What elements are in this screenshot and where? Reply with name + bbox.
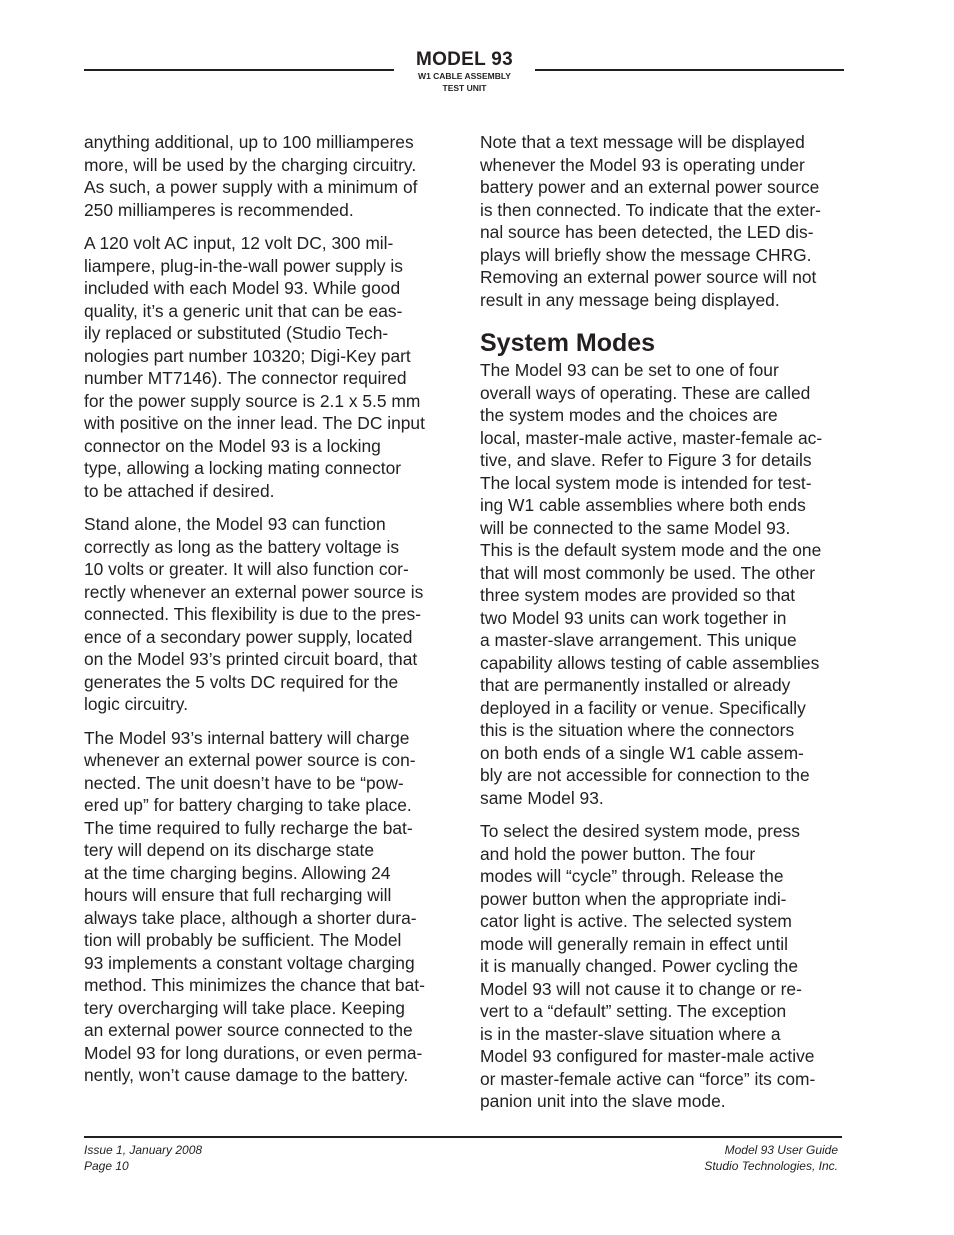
text-line: number MT7146). The connector required bbox=[84, 368, 407, 388]
model-subtitle-line1: W1 CABLE ASSEMBLY bbox=[418, 71, 511, 81]
text-line: on the Model 93’s printed circuit board, that bbox=[84, 649, 418, 669]
text-line: a master-slave arrangement. This unique bbox=[480, 630, 797, 650]
text-line: rectly whenever an external power source is bbox=[84, 581, 424, 602]
text-line: generates the 5 volts DC required for the bbox=[84, 671, 399, 692]
footer-left bbox=[84, 1143, 202, 1174]
text-line: and hold the power button. The four bbox=[480, 843, 756, 864]
text-line: nently, won’t cause damage to the battery. bbox=[84, 1065, 409, 1085]
text-line: mode will generally remain in effect until bbox=[480, 933, 789, 954]
text-line: hours will ensure that full recharging will bbox=[84, 885, 392, 905]
text-line: 93 implements a constant voltage charging bbox=[84, 952, 415, 973]
body-paragraph bbox=[84, 513, 449, 716]
footer-issue: Issue 1, January 2008 bbox=[84, 1143, 203, 1157]
body-paragraph bbox=[84, 727, 449, 1087]
model-title: MODEL 93 bbox=[415, 49, 514, 70]
text-line: anything additional, up to 100 milliamperes bbox=[84, 132, 414, 152]
text-line: an external power source connected to the bbox=[84, 1020, 413, 1040]
text-line: or master-female active can “force” its com- bbox=[480, 1068, 816, 1089]
text-line: battery power and an external power source bbox=[480, 177, 820, 197]
right-intro-paragraph bbox=[480, 131, 846, 311]
text-line: nal source has been detected, the LED dis- bbox=[480, 222, 814, 242]
text-line: whenever the Model 93 is operating under bbox=[480, 154, 805, 175]
text-line: type, allowing a locking mating connector bbox=[84, 458, 402, 478]
body-paragraph bbox=[480, 820, 846, 1113]
text-line: logic circuitry. bbox=[84, 694, 189, 714]
text-line: method. This minimizes the chance that bat- bbox=[84, 975, 425, 995]
text-line: at the time charging begins. Allowing 24 bbox=[84, 862, 391, 883]
text-line: cator light is active. The selected system bbox=[480, 911, 792, 931]
text-line: connected. This flexibility is due to the pres- bbox=[84, 604, 422, 624]
text-line: Model 93 configured for master-male active bbox=[480, 1046, 815, 1066]
text-line: is in the master-slave situation where a bbox=[480, 1023, 781, 1044]
text-line: Removing an external power source will not bbox=[480, 267, 817, 287]
text-line: correctly as long as the battery voltage is bbox=[84, 536, 400, 557]
text-line: ing W1 cable assemblies where both ends bbox=[480, 495, 806, 515]
text-line: vert to a “default” setting. The exception bbox=[480, 1001, 787, 1021]
text-line: for the power supply source is 2.1 x 5.5 mm bbox=[84, 390, 421, 411]
body-paragraph bbox=[84, 131, 449, 221]
section-heading-system-modes: System Modes bbox=[480, 329, 656, 357]
text-line: capability allows testing of cable assemblies bbox=[480, 652, 820, 673]
text-line: that will most commonly be used. The other bbox=[480, 562, 816, 583]
text-line: panion unit into the slave mode. bbox=[480, 1091, 726, 1111]
text-line: This is the default system mode and the one bbox=[480, 540, 822, 560]
text-line: will be connected to the same Model 93. bbox=[480, 517, 791, 538]
text-line: ily replaced or substituted (Studio Tech- bbox=[84, 323, 389, 343]
left-column bbox=[84, 131, 449, 1098]
text-line: ered up” for battery charging to take place. bbox=[84, 795, 412, 815]
text-line: Model 93 for long durations, or even perma- bbox=[84, 1042, 423, 1063]
text-line: this is the situation where the connectors bbox=[480, 720, 795, 740]
text-line: power button when the appropriate indi- bbox=[480, 888, 787, 909]
system-modes-body bbox=[480, 359, 846, 1113]
text-line: plays will briefly show the message CHRG. bbox=[480, 244, 812, 265]
text-line: tery will depend on its discharge state bbox=[84, 840, 375, 860]
body-paragraph bbox=[480, 359, 846, 809]
text-line: overall ways of operating. These are called bbox=[480, 382, 811, 403]
header-logo-block bbox=[394, 50, 535, 94]
text-line: with positive on the inner lead. The DC input bbox=[84, 413, 425, 433]
text-line: always take place, although a shorter dura- bbox=[84, 907, 417, 928]
text-line: included with each Model 93. While good bbox=[84, 278, 401, 298]
text-line: local, master-male active, master-female ac- bbox=[480, 427, 823, 448]
text-line: liampere, plug-in-the-wall power supply is bbox=[84, 255, 403, 276]
text-line: whenever an external power source is con- bbox=[84, 750, 416, 770]
footer-page-number: Page 10 bbox=[84, 1158, 129, 1173]
text-line: Model 93 will not cause it to change or re- bbox=[480, 978, 802, 999]
text-line: result in any message being displayed. bbox=[480, 289, 780, 310]
text-line: it is manually changed. Power cycling the bbox=[480, 956, 799, 976]
text-line: The local system mode is intended for test- bbox=[480, 472, 812, 493]
text-line: that are permanently installed or already bbox=[480, 675, 791, 695]
text-line: 10 volts or greater. It will also function cor- bbox=[84, 559, 409, 579]
text-line: Stand alone, the Model 93 can function bbox=[84, 514, 386, 534]
text-line: The Model 93 can be set to one of four bbox=[480, 360, 779, 380]
text-line: modes will “cycle” through. Release the bbox=[480, 866, 784, 886]
text-line: To select the desired system mode, press bbox=[480, 821, 800, 841]
footer-company: Studio Technologies, Inc. bbox=[704, 1158, 838, 1173]
text-line: A 120 volt AC input, 12 volt DC, 300 mil- bbox=[84, 233, 394, 253]
text-line: tery overcharging will take place. Keeping bbox=[84, 997, 405, 1018]
body-paragraph bbox=[84, 232, 449, 502]
text-line: ence of a secondary power supply, located bbox=[84, 626, 413, 647]
text-line: quality, it’s a generic unit that can be eas- bbox=[84, 300, 403, 321]
text-line: more, will be used by the charging circuitry. bbox=[84, 154, 417, 175]
text-line: to be attached if desired. bbox=[84, 480, 275, 501]
text-line: two Model 93 units can work together in bbox=[480, 607, 787, 628]
text-line: Note that a text message will be displayed bbox=[480, 132, 805, 152]
text-line: deployed in a facility or venue. Specifically bbox=[480, 697, 806, 718]
header-rule-right bbox=[535, 69, 844, 71]
text-line: The Model 93’s internal battery will charge bbox=[84, 727, 410, 748]
footer-guide-title: Model 93 User Guide bbox=[724, 1143, 838, 1157]
text-line: As such, a power supply with a minimum of bbox=[84, 177, 418, 197]
text-line: is then connected. To indicate that the exter- bbox=[480, 199, 821, 220]
text-line: connector on the Model 93 is a locking bbox=[84, 435, 381, 456]
text-line: the system modes and the choices are bbox=[480, 405, 778, 425]
text-line: tive, and slave. Refer to Figure 3 for details bbox=[480, 450, 812, 470]
text-line: nected. The unit doesn’t have to be “pow- bbox=[84, 772, 404, 793]
text-line: tion will probably be sufficient. The Model bbox=[84, 930, 402, 950]
text-line: three system modes are provided so that bbox=[480, 585, 796, 605]
text-line: same Model 93. bbox=[480, 787, 604, 808]
footer-right bbox=[704, 1143, 838, 1174]
text-line: bly are not accessible for connection to the bbox=[480, 765, 810, 785]
model-subtitle-line2: TEST UNIT bbox=[442, 83, 487, 93]
text-line: on both ends of a single W1 cable assem- bbox=[480, 742, 804, 763]
header-rule-left bbox=[84, 69, 394, 71]
text-line: 250 milliamperes is recommended. bbox=[84, 199, 354, 220]
text-line: The time required to fully recharge the bat- bbox=[84, 817, 413, 838]
footer-rule bbox=[84, 1136, 842, 1138]
text-line: nologies part number 10320; Digi-Key part bbox=[84, 345, 411, 366]
right-column bbox=[480, 131, 846, 1124]
